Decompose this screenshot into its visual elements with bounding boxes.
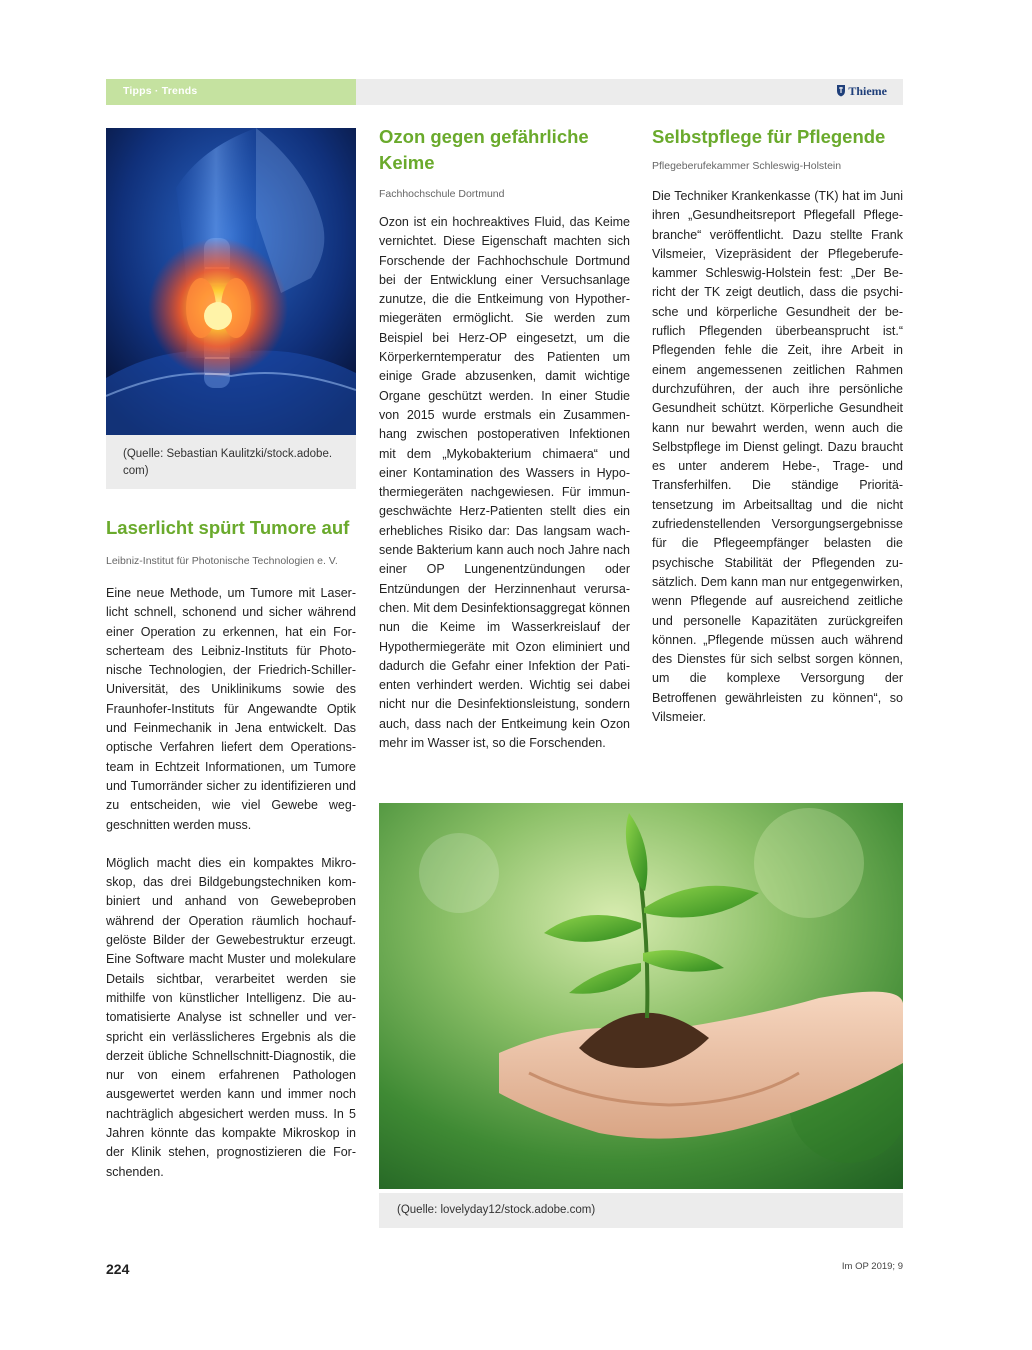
running-header xyxy=(106,79,903,105)
plant-photo xyxy=(379,803,903,1189)
article-paragraph: Ozon ist ein hochreaktives Fluid, das Keime vernichtet. Diese Eigenschaft machten sich Forschende der Fachhochschule Dortmund bei der Entwicklung einer Versuchsanlage zunutze, die die Entkeimung von Hypothermiegeräten ermöglicht. Sie werden zum Beispiel bei Herz-OP eingesetzt, um die Körperkerntemperatur des Patienten um einige Grade abzusenken, damit wichtige Organe geschützt werden. In einer Studie von 2015 wurde erstmals ein Zusammenhang zwischen postoperativen Infektionen mit dem „Mykobakterium chimaera“ und einer Kontamination des Wassers in Hypothermiegeräten nachgewiesen. Für immungeschwächte Herz-Patienten stellt dies ein erhebliches Risiko dar: Das langsam wachsende Bakterium kann auch noch Jahre nach einer OP Lungenentzündungen oder Entzündungen der Herzinnenhaut verursachen. Mit dem Desinfektionsaggregat können nun die Keime im Wasserkreislauf der Hypothermiegeräte mit Ozon eliminiert und dadurch die Gefahr einer Infektion der Patienten verhindert werden. Wichtig sei dabei nicht nur die Desinfektionsleistung, sondern auch, dass nach der Entkeimung kein Ozon mehr im Wasser ist, so die Forschenden. xyxy=(379,215,630,751)
article-headline: Laserlicht spürt Tumore auf xyxy=(106,517,350,538)
image-caption xyxy=(379,1193,903,1228)
thyroid-illustration xyxy=(106,128,356,435)
page-number: 224 xyxy=(106,1261,130,1277)
publisher-name: Thieme xyxy=(848,84,887,98)
publisher-logo xyxy=(836,84,887,101)
thyroid-photo xyxy=(106,128,356,435)
article-paragraph: Die Techniker Krankenkasse (TK) hat im Juni ihren „Gesundheitsreport Pflegefall Pflegebranche“ veröffentlicht. Dazu stellte Frank Vilsmeier, Vizepräsident der Pflegeberufekammer Schleswig-Holstein fest: „Der Bericht der TK zeigt deutlich, dass die psychische und körperliche Gesundheit der beruflich Pflegenden überbeansprucht ist.“ Pflegenden fehle die Zeit, ihre Arbeit in einem angemessenen zeitlichen Rahmen durchzuführen, der auch ihre persönliche Gesundheit schützt. Körperliche Gesundheit kann nur bewahrt werden, wenn auch die Selbstpflege im Dienst gelingt. Dazu braucht es unter anderem Hebe-, Trage- und Transferhilfen. Die ständige Prioritätensetzung im Arbeitsalltag und die nicht zufriedenstellenden Versorgungsergebnisse für die Pflegeempfänger belasten die psychische Stabilität der Pflegenden zusätzlich. Dem kann man nur entgegenwirken, wenn Pflegende auf ausreichend zeitliche und personelle Kapazitäten zurückgreifen können. „Pflegende müssen auch während des Dienstes für sich selbst sorgen können, um die komplexe Versorgung der Betroffenen gewährleisten zu können“, so Vilsmeier. xyxy=(652,189,903,725)
image-caption-text: (Quelle: lovelyday12/stock.adobe.com) xyxy=(397,1204,596,1216)
journal-citation: Im OP 2019; 9 xyxy=(841,1261,903,1272)
article-headline: Ozon gegen gefährliche Keime xyxy=(379,126,589,173)
section-label-box xyxy=(106,79,356,105)
article-source: Leibniz-Institut für Photonische Technologien e. V. xyxy=(106,555,338,567)
column-middle xyxy=(379,124,630,753)
column-left xyxy=(106,128,356,1182)
article-source: Pflegeberufekammer Schleswig-Holstein xyxy=(652,160,842,172)
column-right xyxy=(652,124,903,727)
seedling-in-hands-illustration xyxy=(379,803,903,1189)
thieme-crest-icon xyxy=(836,84,846,101)
article-source: Fachhochschule Dortmund xyxy=(379,188,505,200)
article-paragraph: Eine neue Methode, um Tumore mit Laserlicht schnell, schonend und sicher während einer Operation zu erkennen, hat ein Forscherteam des Leibniz-Instituts für Photonische Technologien, der Friedrich-Schiller-Universität, des Uniklinikums sowie des Fraunhofer-Instituts für Angewandte Optik und Feinmechanik in Jena entwickelt. Das optische Verfahren liefert dem Operationsteam in Echtzeit Informationen, um Tumore und Tumorränder sicher zu identifizieren und zu entscheiden, wie viel Gewebe weggeschnitten werden muss. xyxy=(106,586,356,832)
section-label: Tipps · Trends xyxy=(123,85,198,97)
image-caption: (Quelle: Sebastian Kaulitzki/stock.adobe. com) xyxy=(106,435,356,489)
plant-photo-block xyxy=(379,803,903,1189)
article-headline: Selbstpflege für Pflegende xyxy=(652,126,886,147)
article-paragraph: Möglich macht dies ein kompaktes Mikroskop, das drei Bildgebungstechniken kombiniert und anhand von Gewebeproben während der Operation räumlich hochaufgelöste Bilder der Gewebestruktur erzeugt. Eine Software macht Muster und molekulare Details sichtbar, verarbeitet werden sie mithilfe von künstlicher Intelligenz. Die automatisierte Analyse ist schneller und verspricht ein verlässlicheres Ergebnis als die derzeit übliche Schnellschnitt-Diagnostik, die nur von einem erfahrenen Pathologen ausgewertet werden kann und immer noch nachträglich abgesichert werden muss. In 5 Jahren könnte das kompakte Mikroskop in der Klinik stehen, prognostizieren die Forschenden. xyxy=(106,855,356,1179)
